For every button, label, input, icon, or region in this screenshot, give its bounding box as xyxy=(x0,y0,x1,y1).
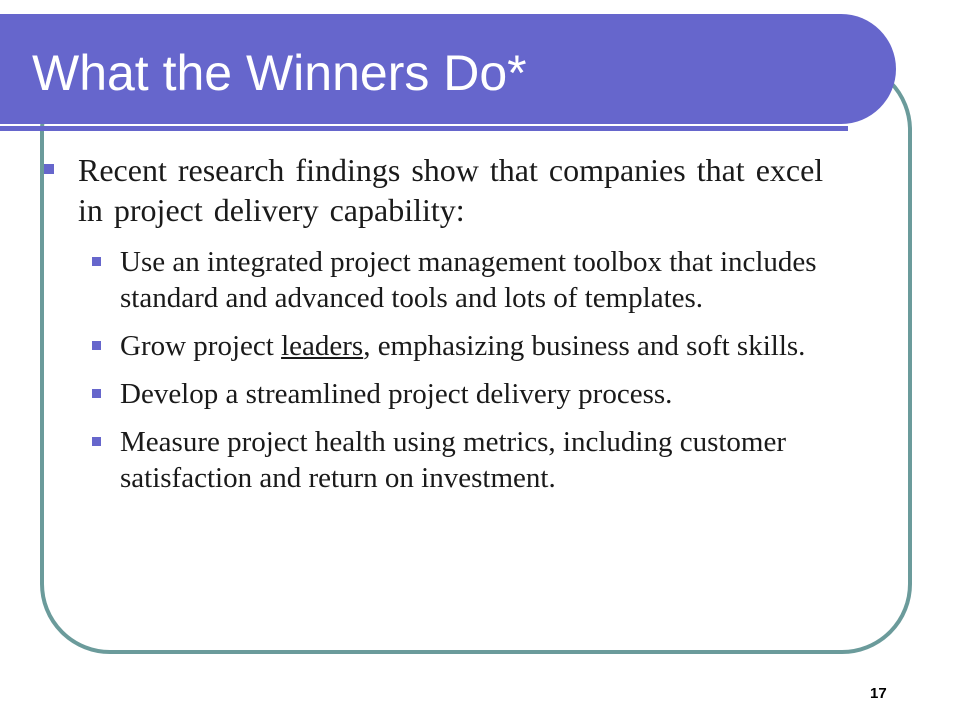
sub-bullet-text-after: , emphasizing business and soft skills. xyxy=(363,330,806,362)
main-bullet xyxy=(40,150,840,230)
title-bar xyxy=(0,14,896,124)
sub-bullet-text: Measure project health using metrics, including customer satisfaction and return on investment. xyxy=(120,426,787,494)
square-bullet-icon xyxy=(44,164,54,174)
square-bullet-icon xyxy=(92,437,101,446)
square-bullet-icon xyxy=(92,389,101,398)
sub-bullet-text-before: Grow project xyxy=(120,330,282,362)
sub-bullet-text: Use an integrated project management toolbox that includes standard and advanced tools and lots of templates. xyxy=(120,246,817,314)
sub-bullet-text: Develop a streamlined project delivery process. xyxy=(120,378,673,410)
square-bullet-icon xyxy=(92,257,101,266)
title-underline xyxy=(0,126,848,131)
sub-bullet xyxy=(40,376,840,412)
square-bullet-icon xyxy=(92,341,101,350)
main-bullet-text: Recent research findings show that companies that excel in project delivery capability: xyxy=(78,152,824,228)
slide-title: What the Winners Do* xyxy=(32,45,527,101)
leaders-link[interactable]: leaders xyxy=(281,330,364,362)
sub-bullet xyxy=(40,424,840,496)
sub-bullet xyxy=(40,244,840,316)
sub-bullet xyxy=(40,328,840,364)
slide-content xyxy=(40,150,840,508)
page-number: 17 xyxy=(870,685,887,702)
